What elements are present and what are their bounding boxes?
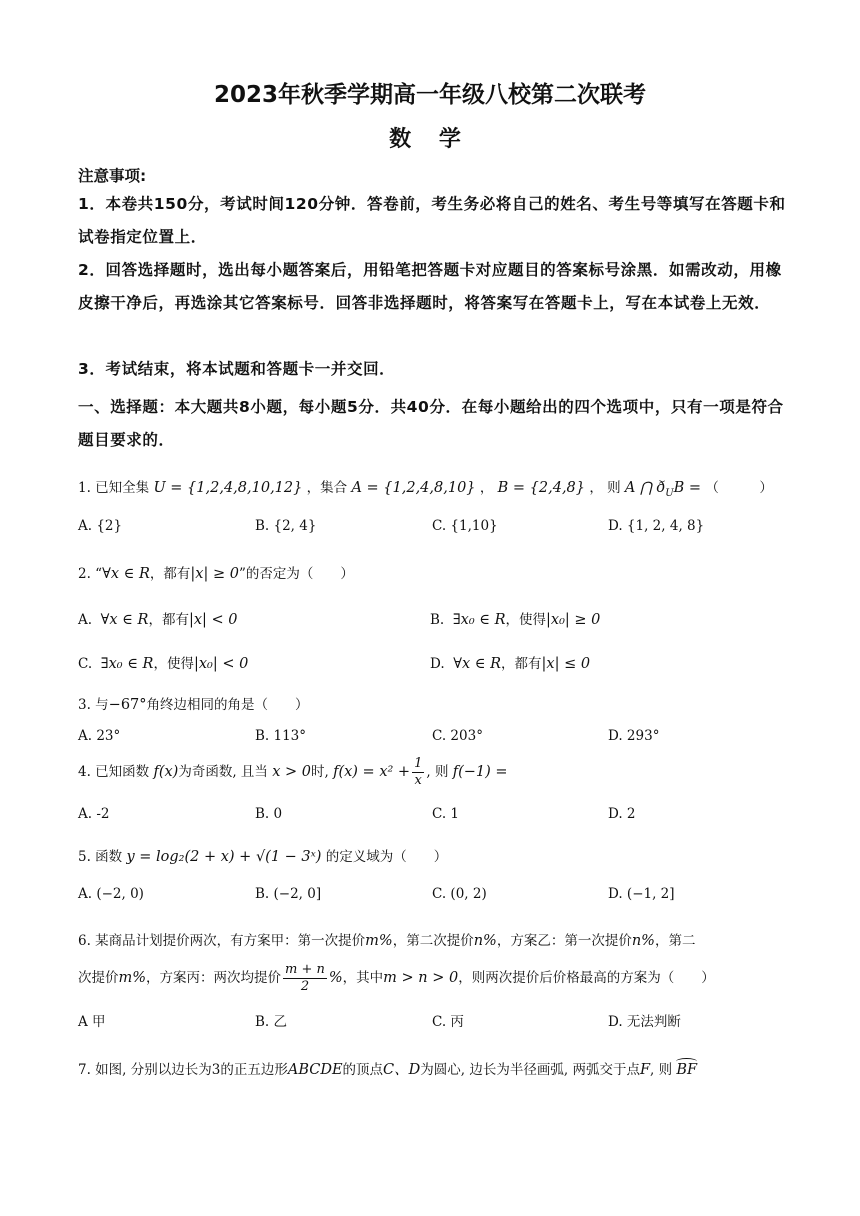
- q4-math: f(−1) =: [452, 764, 508, 780]
- q4-option-b: B. 0: [255, 806, 283, 822]
- notice-item-3: 3．考试结束，将本试题和答题卡一并交回．: [78, 360, 396, 378]
- q5-option-c: C. (0, 2): [432, 886, 487, 902]
- q1-option-a: A. {2}: [78, 518, 123, 534]
- q4-math: f(x) = x² +: [333, 764, 411, 780]
- q4-math: x > 0: [272, 764, 311, 780]
- q2-text: 2. “: [78, 566, 103, 582]
- q1-answer-paren: （ ）: [705, 480, 773, 496]
- q2-option-c: C. ∃x₀ ∈ R，使得|x₀| < 0: [78, 656, 249, 672]
- q1-set-a: A = {1,2,4,8,10}: [351, 480, 476, 496]
- section-heading: 一、选择题：本大题共8小题，每小题5分．共40分．在每小题给出的四个选项中，只有一项是符合题目要求的．: [78, 398, 784, 449]
- q2-text: ，都有: [149, 566, 191, 582]
- q5-option-d: D. (−1, 2]: [608, 886, 675, 902]
- question-7: 7. 如图, 分别以边长为3的正五边形ABCDE的顶点C、D为圆心, 边长为半径画弧, 两弧交于点F, 则 BF: [78, 1058, 697, 1079]
- q4-math: f(x): [153, 764, 179, 780]
- q6-option-c: C. 丙: [432, 1014, 464, 1030]
- q1-option-b: B. {2, 4}: [255, 518, 317, 534]
- q6-option-d: D. 无法判断: [608, 1014, 681, 1030]
- q2-math: |x| ≥ 0: [190, 566, 239, 582]
- q3-text: 角终边相同的角是（ ）: [146, 697, 309, 713]
- q4-option-c: C. 1: [432, 806, 460, 822]
- q5-math: y = log₂(2 + x) + √(1 − 3ˣ): [126, 849, 322, 865]
- q4-text: 4. 已知函数: [78, 764, 150, 780]
- q4-option-d: D. 2: [608, 806, 636, 822]
- q1-set-b: B = {2,4,8}: [497, 480, 586, 496]
- q2-option-d: D. ∀x ∈ R，都有|x| ≤ 0: [430, 656, 591, 672]
- exam-title: 2023年秋季学期高一年级八校第二次联考: [213, 82, 646, 108]
- question-4: [78, 756, 508, 789]
- q1-option-c: C. {1,10}: [432, 518, 498, 534]
- q4-text: 为奇函数, 且当: [178, 764, 268, 780]
- question-3: [78, 693, 309, 713]
- q2-option-a: A. ∀x ∈ R，都有|x| < 0: [78, 612, 238, 628]
- q1-option-d: D. {1, 2, 4, 8}: [608, 518, 705, 534]
- q2-text: ”的否定为（ ）: [238, 566, 354, 582]
- q4-option-a: A. -2: [78, 806, 110, 822]
- notice-item-1: 1．本卷共150分，考试时间120分钟．答卷前，考生务必将自己的姓名、考生号等填写在答题卡和试卷指定位置上．: [78, 195, 786, 246]
- q4-text: 时,: [311, 764, 329, 780]
- q4-fraction: $\frac{1}{x}$: [414, 756, 423, 788]
- q3-option-c: C. 203°: [432, 728, 483, 744]
- notice-item-2: 2．回答选择题时，选出每小题答案后，用铅笔把答题卡对应题目的答案标号涂黑．如需改动，用橡皮擦干净后，再选涂其它答案标号．回答非选择题时，将答案写在答题卡上，写在本试卷上无效．: [78, 261, 782, 312]
- question-5: [78, 845, 447, 865]
- q2-option-b: B. ∃x₀ ∈ R，使得|x₀| ≥ 0: [430, 612, 601, 628]
- q1-text: ， 则: [589, 480, 621, 496]
- q5-text: 5. 函数: [78, 849, 123, 865]
- q1-text: ，集合: [306, 480, 348, 496]
- q1-expression: A ⋂ $ð_UB$ =: [624, 480, 702, 499]
- question-6-line-1: 6. 某商品计划提价两次，有方案甲：第一次提价m%，第二次提价n%，方案乙：第一次提价n%，第二: [78, 933, 696, 949]
- q5-option-b: B. (−2, 0]: [255, 886, 322, 902]
- q7-arc-bf: BF: [676, 1058, 697, 1078]
- q4-text: , 则: [426, 764, 449, 780]
- subject-title: 数 学: [389, 127, 471, 152]
- question-6-line-2: 次提价m%，方案丙：两次均提价 $\frac{m + n}{2}$ %，其中m > n > 0，则两次提价后价格最高的方案为（ ）: [78, 962, 715, 994]
- q3-option-a: A. 23°: [78, 728, 121, 744]
- q5-option-a: A. (−2, 0): [78, 886, 144, 902]
- q1-text: 1. 已知全集: [78, 480, 150, 496]
- q1-universal-set: U = {1,2,4,8,10,12}: [153, 480, 303, 496]
- q6-fraction: $\frac{m + n}{2}$: [285, 962, 325, 994]
- q3-option-d: D. 293°: [608, 728, 660, 744]
- notice-heading: 注意事项:: [78, 167, 147, 185]
- question-2: [78, 562, 354, 582]
- question-1: [78, 476, 773, 499]
- q6-option-b: B. 乙: [255, 1014, 288, 1030]
- q3-math: −67°: [108, 697, 147, 713]
- q5-text: 的定义域为（ ）: [325, 849, 448, 865]
- q6-option-a: A 甲: [78, 1014, 106, 1030]
- q3-option-b: B. 113°: [255, 728, 307, 744]
- q1-separator: ，: [479, 480, 494, 496]
- q2-math: ∀x ∈ R: [102, 566, 150, 582]
- q3-text: 3. 与: [78, 697, 109, 713]
